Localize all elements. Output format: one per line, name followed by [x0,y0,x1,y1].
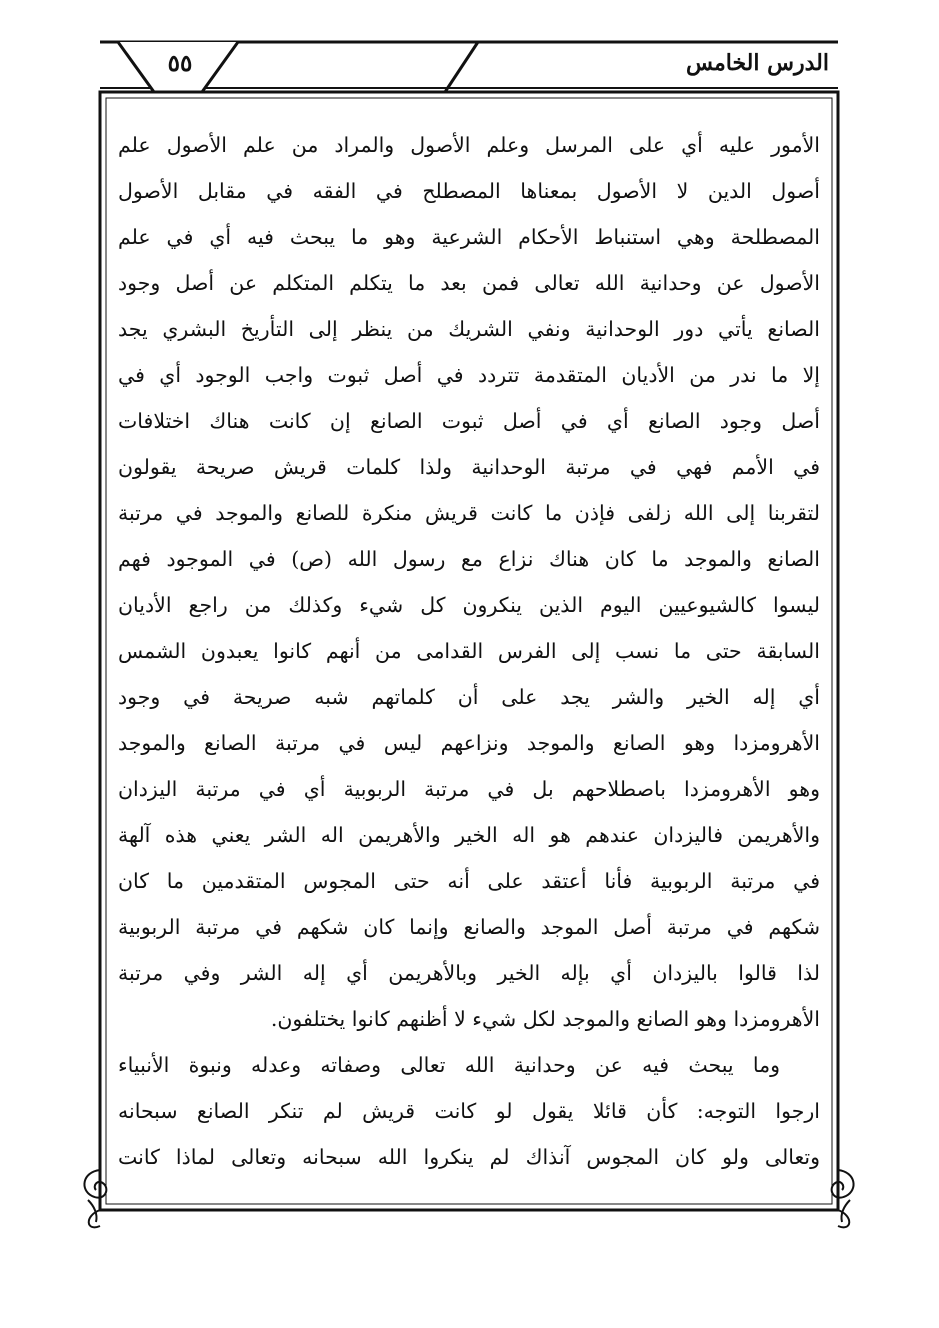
text-line: في مرتبة الربوبية فأنا أعتقد على أنه حتى المجوس المتقدمين ما كان [118,869,820,893]
chapter-title-tab [445,42,478,92]
text-line: الأهرومزدا وهو الصانع والموجد ونزاعهم ليس في مرتبة الصانع والموجد [118,731,820,755]
chapter-title: الدرس الخامس [685,50,829,76]
text-line: شكهم في مرتبة أصل الموجد والصانع وإنما كان شكهم في مرتبة الربوبية [118,915,820,939]
text-line: والأهريمن فاليزدان عندهم هو اله الخير والأهريمن اله الشر يعني هذه آلهة [118,823,820,847]
text-line: لذا قالوا باليزدان أي بإله الخير وبالأهريمن أي إله الشر وفي مرتبة [118,961,820,985]
right-ornament [832,1170,854,1227]
text-line: الأمور عليه أي على المرسل وعلم الأصول والمراد من علم الأصول علم [118,133,820,157]
text-line: الأصول عن وحدانية الله تعالى فمن بعد ما يتكلم المتكلم عن أصل وجود [118,271,820,295]
text-line: في الأمم فهي في مرتبة الوحدانية ولذا كلمات قريش صريحة يقولون [118,455,820,479]
text-line: أصول الدين لا الأصول بمعناها المصطلح في الفقه في مقابل الأصول [118,179,820,203]
text-line: المصطلحة وهي استنباط الأحكام الشرعية وهو ما يبحث فيه أي في علم [118,225,820,249]
text-line: لتقربنا إلى الله زلفى فإذن ما كانت قريش منكرة للصانع والموجد في مرتبة [118,501,820,525]
text-line: الأهرومزدا وهو الصانع والموجد لكل شيء لا أظنهم كانوا يختلفون. [270,1007,820,1031]
text-body [118,122,820,1180]
text-line: وهو الأهرومزدا باصطلاحهم بل في مرتبة الربوبية أي في مرتبة اليزدان [118,777,820,801]
left-ornament [84,1170,106,1227]
text-line: السابقة حتى ما نسب إلى الفرس القدامى من أنهم كانوا يعبدون الشمس [118,639,820,663]
text-line: الصانع يأتي دور الوحدانية ونفي الشريك من ينظر إلى التأريخ البشري يجد [118,317,820,341]
text-line: ارجوا التوجه: كأن قائلا يقول لو كانت قريش لم تنكر الصانع سبحانه [118,1099,820,1123]
text-line: وتعالى ولو كان المجوس آنذاك لم ينكروا الله سبحانه وتعالى لماذا كانت [118,1145,820,1169]
text-line: ليسوا كالشيوعيين اليوم الذين ينكرون كل شيء وكذلك من راجع الأديان [118,593,820,617]
text-line: الصانع والموجد ما كان هناك نزاع مع رسول الله (ص) في الموجود فهم [118,547,820,571]
text-line: أي إله الخير والشر يجد على أن كلماتهم شبه صريحة في وجود [118,685,820,709]
text-line: إلا ما ندر من الأديان المتقدمة تتردد في أصل ثبوت واجب الوجود أي في [118,363,820,387]
page-number: ٥٥ [167,50,193,77]
text-line: أصل وجود الصانع أي في أصل ثبوت الصانع إن كانت هناك اختلافات [118,409,820,433]
text-line: وما يبحث فيه عن وحدانية الله تعالى وصفاته وعدله ونبوة الأنبياء [118,1053,780,1077]
